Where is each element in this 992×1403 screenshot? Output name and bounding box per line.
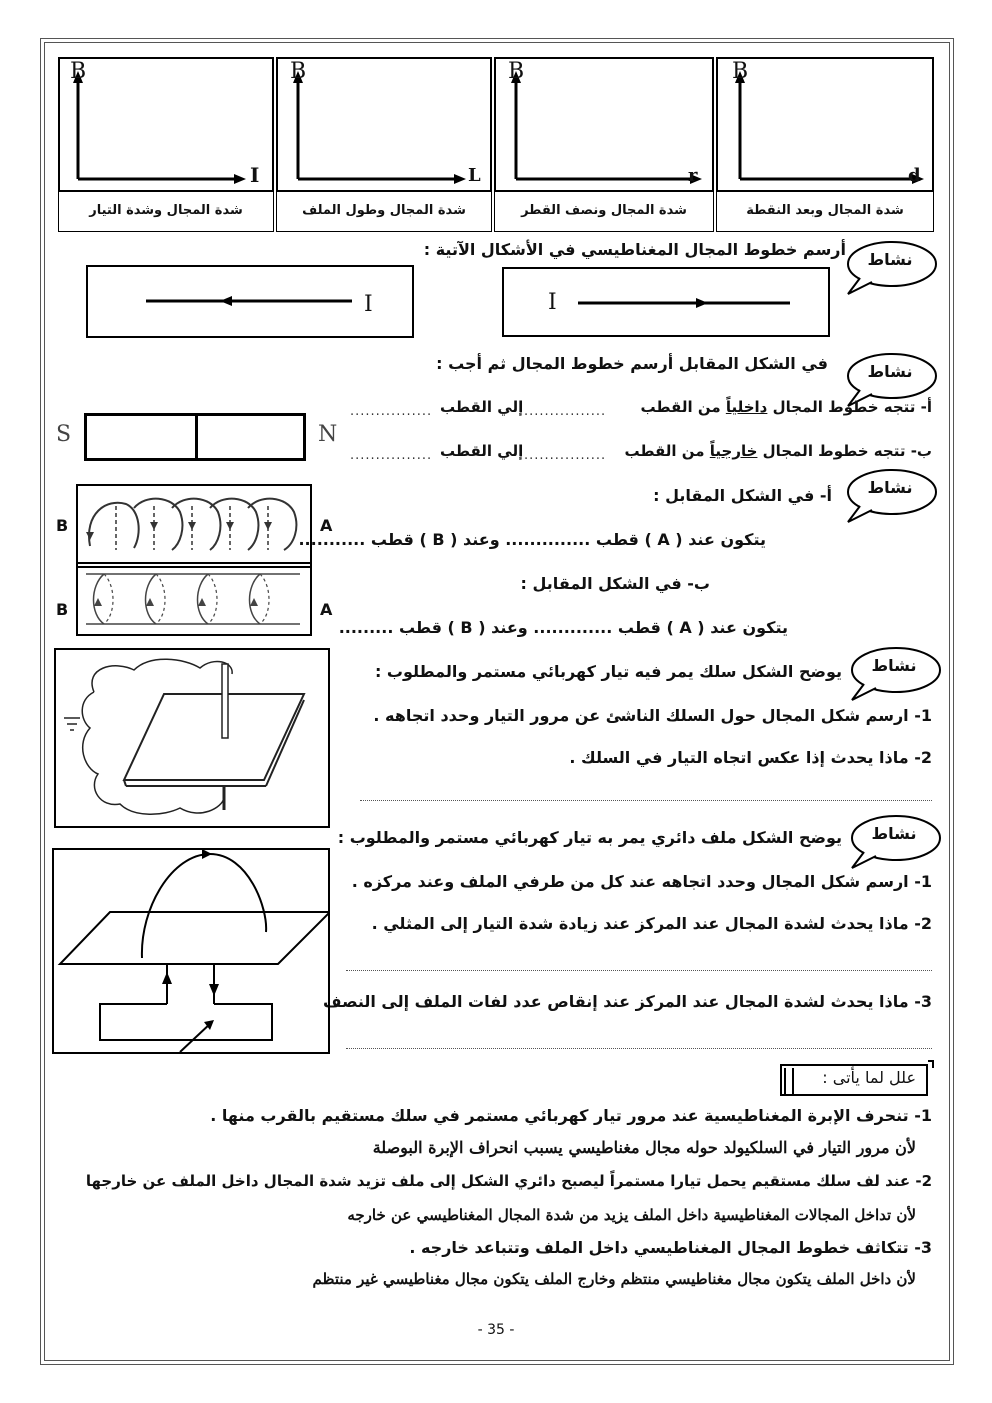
explain-q3: 3- تتكاثف خطوط المجال المغناطيسي داخل الملف وتتباعد خارجه .: [409, 1238, 932, 1257]
wire-left-current-label: I: [364, 292, 373, 317]
explain-a3: لأن داخل الملف يتكون مجال مغناطيسي منتظم وخارج الملف يتكون مجال مغناطيسي غير منتظم: [312, 1270, 916, 1288]
page-number: - 35 -: [477, 1322, 515, 1338]
wire-right-current-label: I: [548, 290, 557, 315]
graph-d: [716, 57, 934, 232]
explain-title-box: [780, 1060, 932, 1098]
act2-a-prefix: أ- تتجه خطوط المجال: [772, 398, 932, 416]
graph-i-y-label: B: [70, 59, 87, 84]
act2-a-blank-1: ................: [524, 404, 607, 419]
graph-l: [276, 57, 492, 232]
straight-wire-drawing: [54, 648, 330, 828]
act2-question-a: [641, 398, 932, 416]
magnet-pole-n: N: [318, 422, 338, 447]
magnet-pole-s: S: [56, 422, 72, 447]
graph-d-x-label: d: [908, 165, 921, 186]
act5-q1: 1- ارسم شكل المجال وحدد اتجاهه عند كل من طرفي الملف وعند مركزه .: [351, 872, 932, 891]
act4-q2: 2- ماذا يحدث إذا عكس اتجاه التيار في السلك .: [569, 748, 932, 767]
act2-b-blank-1: ................: [524, 448, 607, 463]
act2-b-to: إلي القطب: [440, 442, 524, 460]
act2-a-from: من القطب: [640, 398, 721, 416]
graph-l-caption: شدة المجال وطول الملف: [302, 203, 466, 218]
act2-a-keyword: داخلياً: [725, 398, 768, 416]
act5-q2: 2- ماذا يحدث لشدة المجال عند المركز عند زيادة شدة التيار إلى المثلي .: [371, 914, 932, 933]
graph-d-y-label: B: [732, 59, 749, 84]
explain-a2: لأن تداخل المجالات المغناطيسية داخل الملف يزيد من شدة المجال المغناطيسي عن خارجه: [347, 1206, 916, 1224]
act5-answer-line-1: [346, 970, 932, 971]
activity-badge-label: نشاط: [867, 250, 913, 269]
act5-answer-line-2: [346, 1048, 932, 1049]
activity-badge-4: [846, 644, 942, 704]
coil-a-end-a: A: [320, 516, 333, 535]
activity-badge-label: نشاط: [867, 362, 913, 381]
explain-title: علل لما يأتى :: [822, 1068, 916, 1087]
act3-line-a: يتكون عند ( A ) قطب .............. وعند ( B ) قطب ...........: [298, 530, 766, 549]
act4-intro: يوضح الشكل سلك يمر فيه تيار كهربائي مستمر والمطلوب :: [374, 662, 842, 681]
act3-title-a: أ- في الشكل المقابل :: [653, 486, 832, 505]
activity-badge-label: نشاط: [871, 824, 917, 843]
explain-a1: لأن مرور التيار في السلكيولد حوله مجال مغناطيسي يسبب انحراف الإبرة البوصلة: [372, 1138, 916, 1157]
graph-r-caption: شدة المجال ونصف القطر: [521, 203, 687, 218]
coil-b-loops: [76, 562, 312, 636]
coil-a-end-b: B: [56, 516, 69, 535]
act2-b-prefix: ب- تتجه خطوط المجال: [762, 442, 932, 460]
explain-q2: 2- عند لف سلك مستقيم يحمل تيارا مستمراً ليصبح دائري الشكل إلى ملف تزيد شدة المجال داخل الملف عن خارجها: [85, 1172, 932, 1190]
act3-title-b: ب- في الشكل المقابل :: [520, 574, 710, 593]
graph-r: [494, 57, 714, 232]
act5-intro: يوضح الشكل ملف دائري يمر به تيار كهربائي مستمر والمطلوب :: [337, 828, 842, 847]
activity-badge-1: [842, 238, 938, 298]
graph-r-x-label: r: [688, 165, 698, 186]
activity-badge-label: نشاط: [867, 478, 913, 497]
activity-badge-3: [842, 466, 938, 526]
activity-badge-5: [846, 812, 942, 872]
coil-a-loops: [76, 484, 312, 568]
activity-badge-label: نشاط: [871, 656, 917, 675]
bar-magnet: [84, 413, 306, 461]
explain-q1: 1- تنحرف الإبرة المغناطيسية عند مرور تيار كهربائي مستمر في سلك مستقيم بالقرب منها .: [210, 1106, 932, 1125]
graph-l-y-label: B: [290, 59, 307, 84]
act2-b-keyword: خارجياً: [709, 442, 758, 460]
act2-question-b: [624, 442, 932, 460]
act4-q1: 1- ارسم شكل المجال حول السلك الناشئ عن مرور التيار وحدد اتجاهه .: [373, 706, 932, 725]
act2-b-blank-2: ................: [350, 448, 433, 463]
graph-i-x-label: I: [250, 163, 260, 187]
graph-i: [58, 57, 274, 232]
graph-i-caption: شدة المجال وشدة التيار: [89, 203, 243, 218]
circular-coil-drawing: [52, 848, 330, 1054]
act2-instruction: في الشكل المقابل أرسم خطوط المجال ثم أجب :: [436, 354, 828, 373]
act2-a-to: إلي القطب: [440, 398, 524, 416]
act2-a-blank-2: ................: [350, 404, 433, 419]
coil-b-end-b: B: [56, 600, 69, 619]
act5-q3: 3- ماذا يحدث لشدة المجال عند المركز عند إنقاص عدد لفات الملف إلى النصف: [323, 992, 932, 1011]
graph-d-caption: شدة المجال وبعد النقطة: [746, 203, 904, 218]
graph-r-y-label: B: [508, 59, 525, 84]
act1-instruction: أرسم خطوط المجال المغناطيسي في الأشكال الآتية :: [423, 240, 846, 259]
coil-b-end-a: A: [320, 600, 333, 619]
act4-answer-line: [360, 800, 932, 801]
graph-l-x-label: L: [468, 165, 481, 186]
act3-line-b: يتكون عند ( A ) قطب ............. وعند ( B ) قطب .........: [338, 618, 788, 637]
act2-b-from: من القطب: [624, 442, 705, 460]
